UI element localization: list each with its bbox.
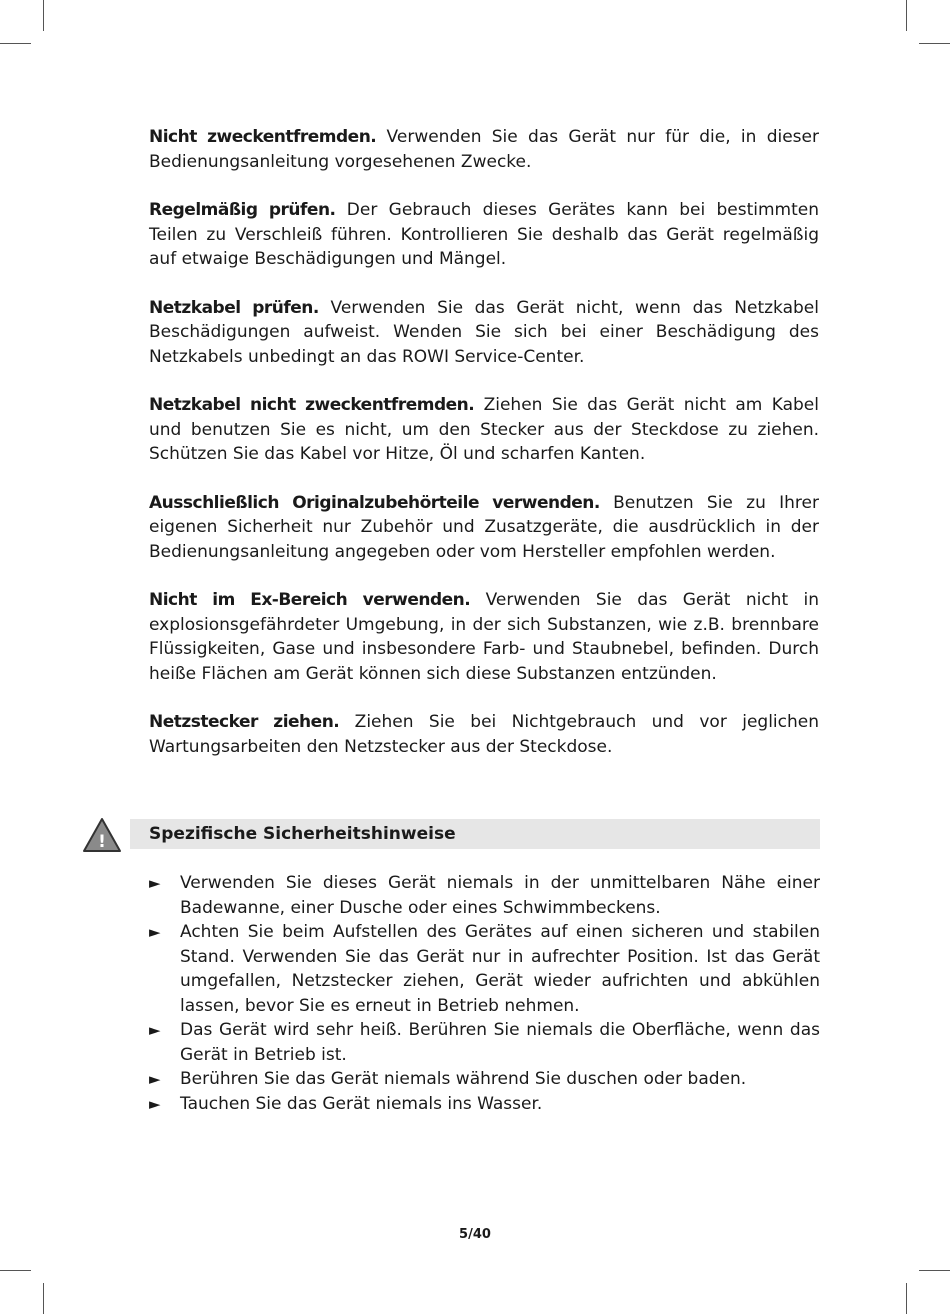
bullet-arrow-icon: ► [149,874,161,892]
safety-paragraphs [149,125,819,783]
list-item-text: Achten Sie beim Aufstellen des Gerätes auf einen sicheren und stabilen Stand. Verwenden Sie das Gerät nur in aufrechter Position. Ist das Gerät umgefallen, Netzstecker ziehen, Gerät wieder aufrichten und abkühlen lassen, bevor Sie es erneut in Betrieb nehmen. [180,922,820,1016]
paragraph-heading: Netzkabel nicht zweckentfremden. [149,395,475,415]
warning-mark: ! [98,832,106,852]
bullet-arrow-icon: ► [149,1094,161,1113]
paragraph [149,125,819,174]
paragraph-text: Ziehen Sie das Gerät nicht am Kabel und benutzen Sie es nicht, um den Stecker aus der Steckdose zu ziehen. Schützen Sie das Kabel vor Hitze, Öl und scharfen Kanten. [149,395,819,464]
bullet-arrow-icon: ► [149,923,161,941]
paragraph-text: Verwenden Sie das Gerät nicht, wenn das Netzkabel Beschädigungen aufweist. Wenden Sie sich bei einer Beschädigung des Netzkabels unbedingt an das ROWI Service-Center. [149,297,819,367]
safety-bullet-list [149,871,820,1116]
paragraph-heading: Regelmäßig prüfen. [149,200,336,220]
crop-mark [43,1283,44,1314]
list-item [149,1067,820,1092]
crop-mark [0,1270,31,1271]
crop-mark [906,1283,907,1314]
paragraph-heading: Nicht zweckentfremden. [149,127,377,147]
bullet-arrow-icon: ► [149,1070,161,1088]
warning-triangle-icon [82,817,122,853]
list-item [149,1018,820,1067]
crop-mark [43,0,44,31]
paragraph-heading: Nicht im Ex-Bereich verwenden. [149,590,471,610]
paragraph [149,296,819,370]
list-item [149,1092,820,1117]
paragraph [149,198,819,272]
bullet-arrow-icon: ► [149,1021,161,1039]
paragraph [149,393,819,467]
paragraph-text: Der Gebrauch dieses Gerätes kann bei bestimmten Teilen zu Verschleiß führen. Kontrollieren Sie deshalb das Gerät regelmäßig auf etwaige Beschädigungen und Mängel. [149,200,819,269]
paragraph-heading: Netzkabel prüfen. [149,297,319,318]
paragraph-text: Verwenden Sie das Gerät nicht in explosionsgefährdeter Umgebung, in der sich Substanzen, wie z.B. brennbare Flüssigkeiten, Gase und insbesondere Farb- und Staubnebel, befinden. Durch heiße Flächen am Gerät können sich diese Substanzen entzünden. [149,590,819,684]
paragraph-text: Verwenden Sie das Gerät nur für die, in dieser Bedienungsanleitung vorgesehenen Zwecke. [149,127,819,172]
list-item [149,871,820,920]
paragraph [149,491,819,565]
list-item-text: Das Gerät wird sehr heiß. Berühren Sie niemals die Oberfläche, wenn das Gerät in Betrieb ist. [180,1020,820,1065]
list-item-text: Berühren Sie das Gerät niemals während Sie duschen oder baden. [180,1069,747,1089]
paragraph-text: Ziehen Sie bei Nichtgebrauch und vor jeglichen Wartungsarbeiten den Netzstecker aus der Steckdose. [149,712,819,757]
paragraph-text: Benutzen Sie zu Ihrer eigenen Sicherheit nur Zubehör und Zusatzgeräte, die ausdrücklich in der Bedienungsanleitung angegeben oder vom Hersteller empfohlen werden. [149,492,819,562]
crop-mark [919,1270,950,1271]
paragraph [149,588,819,686]
list-item-text: Verwenden Sie dieses Gerät niemals in der unmittelbaren Nähe einer Badewanne, einer Dusche oder eines Schwimmbeckens. [180,873,820,918]
section-header-bar [130,819,820,849]
crop-mark [0,43,31,44]
paragraph-heading: Netzstecker ziehen. [149,712,340,732]
paragraph [149,710,819,759]
paragraph-heading: Ausschließlich Originalzubehörteile verwenden. [149,492,600,513]
page-number: 5/40 [459,1227,491,1242]
section-title: Spezifische Sicherheitshinweise [149,824,456,844]
crop-mark [906,0,907,31]
list-item-text: Tauchen Sie das Gerät niemals ins Wasser. [180,1093,543,1114]
list-item [149,920,820,1018]
crop-mark [919,43,950,44]
